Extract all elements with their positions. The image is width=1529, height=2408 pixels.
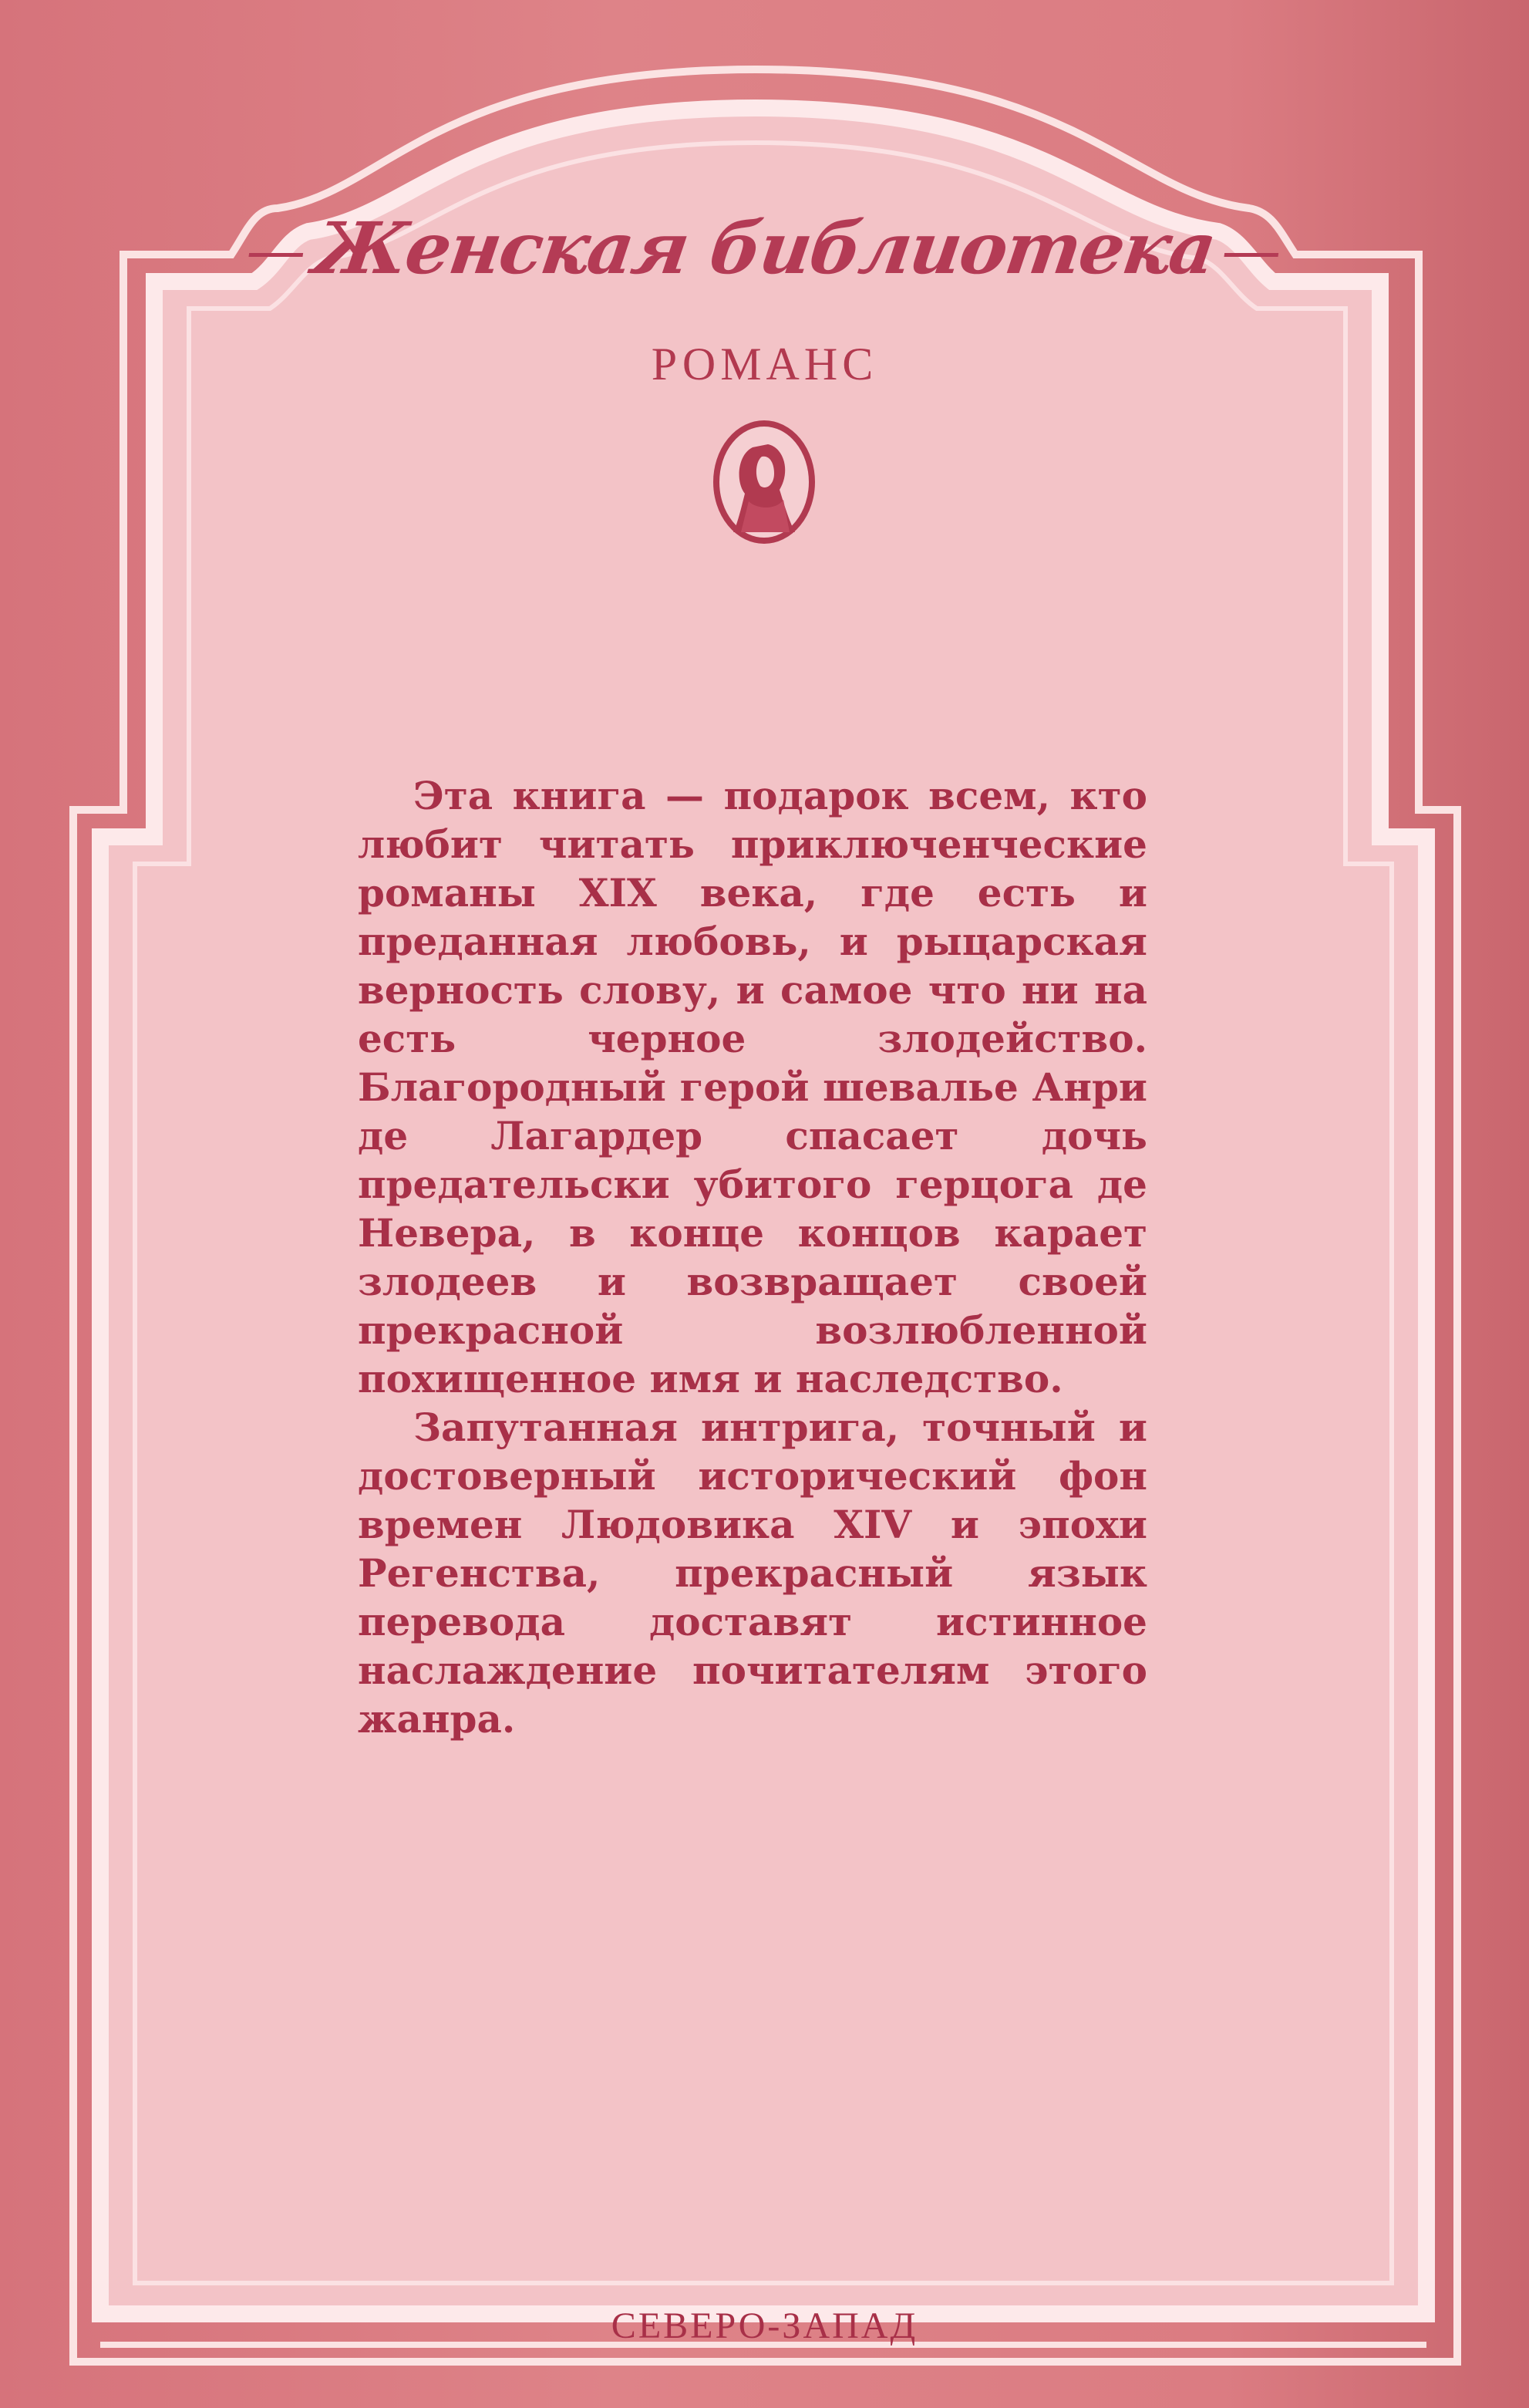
description-paragraph-1: Эта книга — подарок всем, кто любит читать приключенческие романы XIX века, где есть и преданная любовь, и рыцарская верность слову, и самое что ни на есть черное злодейство. Благородный герой шевалье Анри де Лагардер спасает дочь предательски убитого герцога де Невера, в конце концов карает злодеев и возвращает своей прекрасной возлюбленной похищенное имя и наследство. xyxy=(358,773,1147,1401)
book-description xyxy=(358,771,1147,1743)
genre-label: РОМАНС xyxy=(651,339,878,390)
description-paragraph-2: Запутанная интрига, точный и достоверный исторический фон времен Людовика XIV и эпохи Регенства, прекрасный язык перевода доставят истинное наслаждение почитателям этого жанра. xyxy=(358,1405,1147,1742)
woman-portrait-cameo-icon xyxy=(706,417,822,548)
series-title: Женская библиотека xyxy=(0,207,1529,290)
publisher-name: СЕВЕРО-ЗАПАД xyxy=(611,2305,918,2346)
